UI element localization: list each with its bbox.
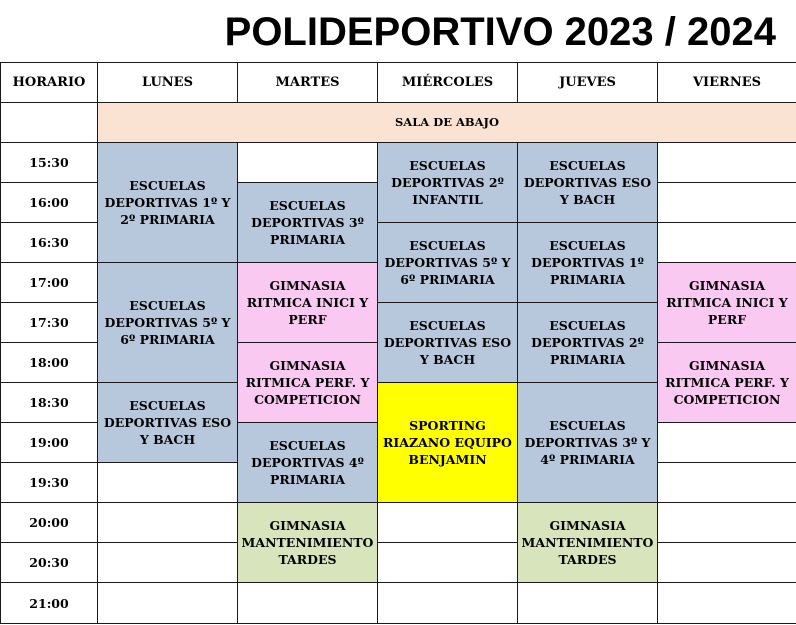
empty-cell xyxy=(98,583,238,624)
time-cell: 18:00 xyxy=(1,343,98,383)
empty-cell xyxy=(658,223,796,263)
time-row xyxy=(1,143,796,183)
time-cell: 20:00 xyxy=(1,503,98,543)
empty-cell xyxy=(658,583,796,624)
empty-cell xyxy=(658,543,796,583)
sala-row xyxy=(1,103,796,143)
time-cell: 15:30 xyxy=(1,143,98,183)
activity-cell: ESCUELAS DEPORTIVAS 2º INFANTIL xyxy=(378,143,518,223)
activity-cell: GIMNASIA RITMICA PERF. Y COMPETICION xyxy=(238,343,378,423)
time-row xyxy=(1,503,796,543)
sala-label: SALA DE ABAJO xyxy=(98,103,796,143)
activity-cell: ESCUELAS DEPORTIVAS 3º PRIMARIA xyxy=(238,183,378,263)
time-cell: 21:00 xyxy=(1,583,98,624)
page-title: POLIDEPORTIVO 2023 / 2024 xyxy=(224,10,776,54)
empty-cell xyxy=(98,463,238,503)
header-martes: MARTES xyxy=(238,63,378,103)
header-miercoles: MIÉRCOLES xyxy=(378,63,518,103)
empty-cell xyxy=(238,143,378,183)
empty-cell xyxy=(378,583,518,624)
activity-cell: ESCUELAS DEPORTIVAS ESO Y BACH xyxy=(98,383,238,463)
activity-cell: GIMNASIA MANTENIMIENTO TARDES xyxy=(518,503,658,583)
time-cell: 19:30 xyxy=(1,463,98,503)
time-cell: 17:30 xyxy=(1,303,98,343)
empty-cell xyxy=(98,503,238,543)
activity-cell: SPORTING RIAZANO EQUIPO BENJAMIN xyxy=(378,383,518,503)
empty-cell xyxy=(658,503,796,543)
activity-cell: ESCUELAS DEPORTIVAS 1º PRIMARIA xyxy=(518,223,658,303)
time-cell: 17:00 xyxy=(1,263,98,303)
empty-cell xyxy=(378,503,518,543)
activity-cell: GIMNASIA MANTENIMIENTO TARDES xyxy=(238,503,378,583)
time-cell: 19:00 xyxy=(1,423,98,463)
activity-cell: GIMNASIA RITMICA PERF. Y COMPETICION xyxy=(658,343,796,423)
empty-cell xyxy=(658,143,796,183)
time-cell: 18:30 xyxy=(1,383,98,423)
activity-cell: GIMNASIA RITMICA INICI Y PERF xyxy=(238,263,378,343)
empty-cell xyxy=(518,583,658,624)
activity-cell: ESCUELAS DEPORTIVAS ESO Y BACH xyxy=(378,303,518,383)
time-cell: 16:30 xyxy=(1,223,98,263)
activity-cell: ESCUELAS DEPORTIVAS ESO Y BACH xyxy=(518,143,658,223)
activity-cell: ESCUELAS DEPORTIVAS 4º PRIMARIA xyxy=(238,423,378,503)
empty-cell xyxy=(238,583,378,624)
activity-cell: ESCUELAS DEPORTIVAS 2º PRIMARIA xyxy=(518,303,658,383)
empty-cell xyxy=(658,463,796,503)
activity-cell: ESCUELAS DEPORTIVAS 3º Y 4º PRIMARIA xyxy=(518,383,658,503)
activity-cell: ESCUELAS DEPORTIVAS 5º Y 6º PRIMARIA xyxy=(98,263,238,383)
empty-cell xyxy=(1,103,98,143)
header-viernes: VIERNES xyxy=(658,63,796,103)
time-row xyxy=(1,583,796,624)
activity-cell: ESCUELAS DEPORTIVAS 5º Y 6º PRIMARIA xyxy=(378,223,518,303)
activity-cell: ESCUELAS DEPORTIVAS 1º Y 2º PRIMARIA xyxy=(98,143,238,263)
activity-cell: GIMNASIA RITMICA INICI Y PERF xyxy=(658,263,796,343)
header-horario: HORARIO xyxy=(1,63,98,103)
header-jueves: JUEVES xyxy=(518,63,658,103)
time-cell: 16:00 xyxy=(1,183,98,223)
time-cell: 20:30 xyxy=(1,543,98,583)
header-row xyxy=(1,63,796,103)
empty-cell xyxy=(658,423,796,463)
time-row xyxy=(1,543,796,583)
empty-cell xyxy=(98,543,238,583)
schedule-table xyxy=(0,62,796,624)
empty-cell xyxy=(378,543,518,583)
empty-cell xyxy=(658,183,796,223)
header-lunes: LUNES xyxy=(98,63,238,103)
